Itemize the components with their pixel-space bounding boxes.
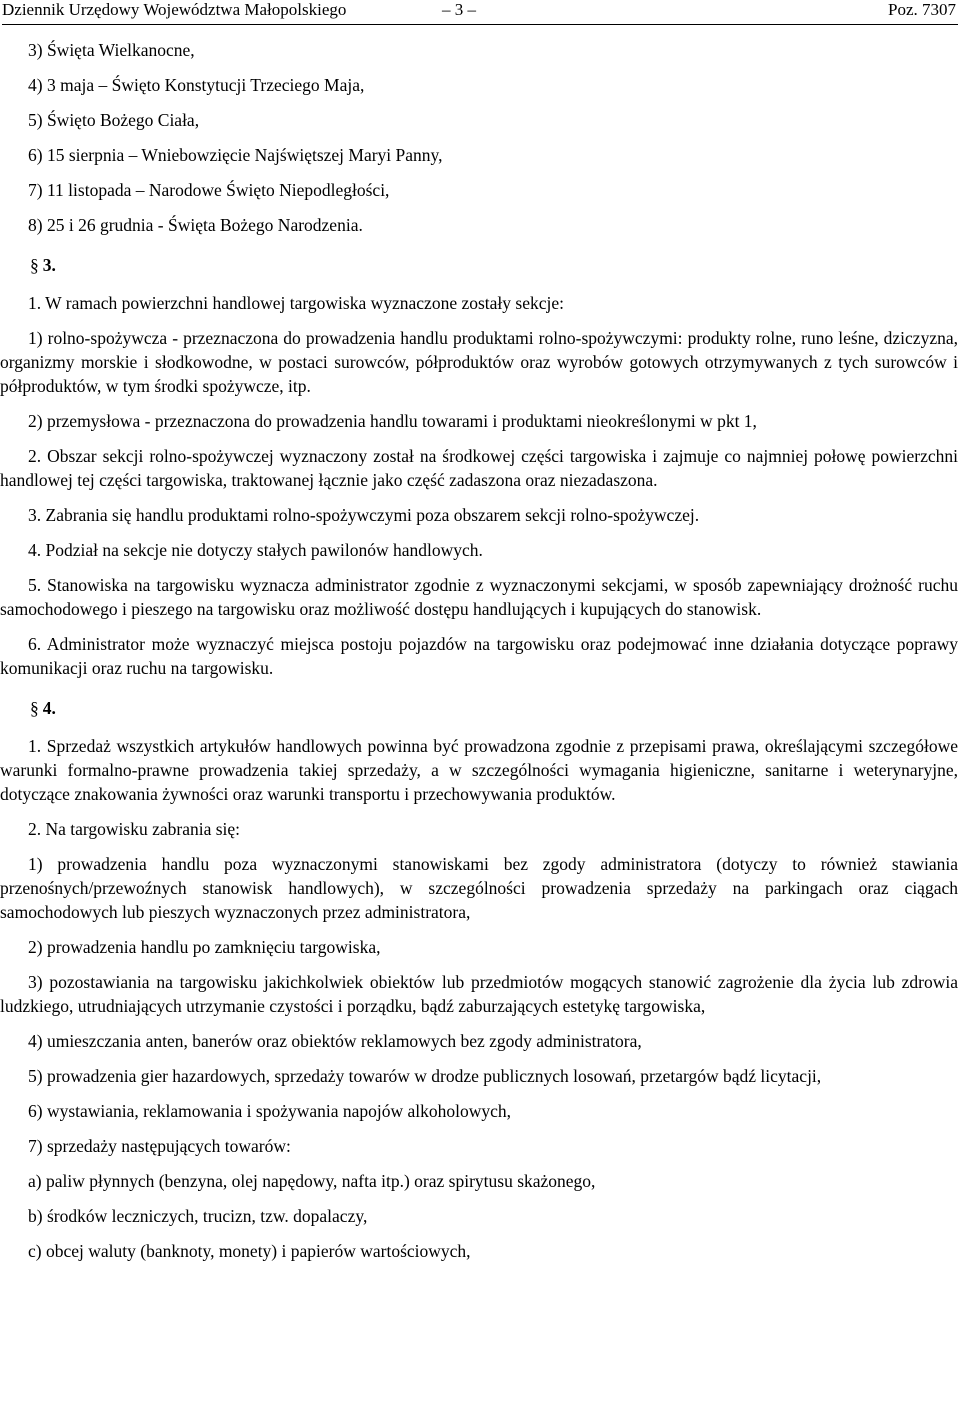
- paragraph: 2. Na targowisku zabrania się:: [28, 819, 241, 839]
- list-item: 1) prowadzenia handlu poza wyznaczonymi stanowiskami bez zgody administratora (dotyczy to również stawiania przenośnych/przewoźnych stanowisk handlowych), w szczególności prowadzenia sprzedaży na parkingach oraz ciągach samochodowych lub pieszych wyznaczonych przez administratora,: [0, 854, 958, 922]
- paragraph: 2) przemysłowa - przeznaczona do prowadzenia handlu towarami i produktami nieokreślonymi w pkt 1,: [28, 411, 757, 431]
- list-item: 4) umieszczania anten, banerów oraz obiektów reklamowych bez zgody administratora,: [28, 1031, 642, 1051]
- list-item: 2) prowadzenia handlu po zamknięciu targowiska,: [28, 937, 381, 957]
- paragraph: 6. Administrator może wyznaczyć miejsca postoju pojazdów na targowisku oraz podejmować inne działania dotyczące poprawy komunikacji oraz ruchu na targowisku.: [0, 634, 958, 678]
- list-item: 4) 3 maja – Święto Konstytucji Trzeciego Maja,: [28, 75, 365, 95]
- section-heading: [0, 696, 958, 720]
- list-item: b) środków leczniczych, trucizn, tzw. dopalaczy,: [28, 1206, 368, 1226]
- list-item: 8) 25 i 26 grudnia - Święta Bożego Narodzenia.: [28, 215, 363, 235]
- list-item: 3) Święta Wielkanocne,: [28, 40, 195, 60]
- paragraph: 1. Sprzedaż wszystkich artykułów handlowych powinna być prowadzona zgodnie z przepisami prawa, określającymi szczegółowe warunki formalno-prawne prowadzenia takiej sprzedaży, a w szczególności wymagania higieniczne, sanitarne i weterynaryjne, dotyczące znakowania żywności oraz warunki transportu i przechowywania produktów.: [0, 736, 958, 804]
- position-number: Poz. 7307: [888, 0, 956, 19]
- journal-title: Dziennik Urzędowy Województwa Małopolskiego: [2, 0, 347, 19]
- paragraph: 1) rolno-spożywcza - przeznaczona do prowadzenia handlu produktami rolno-spożywczymi: produkty rolne, runo leśne, dziczyzna, organizmy morskie i słodkowodne, w postaci surowców, półproduktów oraz wyrobów gotowych otrzymywanych z tych surowców i półproduktów, w tym środki spożywcze, itp.: [0, 328, 958, 396]
- section-heading: [0, 253, 958, 277]
- paragraph: 2. Obszar sekcji rolno-spożywczej wyznaczony został na środkowej części targowiska i zajmuje co najmniej połowę powierzchni handlowej tej części targowiska, traktowanej łącznie jako część zadaszona oraz niezadaszona.: [0, 446, 958, 490]
- paragraph: 1. W ramach powierzchni handlowej targowiska wyznaczone zostały sekcje:: [28, 293, 564, 313]
- list-item: 5) Święto Bożego Ciała,: [28, 110, 200, 130]
- list-item: 6) 15 sierpnia – Wniebowzięcie Najświętszej Maryi Panny,: [28, 145, 443, 165]
- list-item: a) paliw płynnych (benzyna, olej napędowy, nafta itp.) oraz spirytusu skażonego,: [28, 1171, 596, 1191]
- paragraph-symbol: §: [30, 698, 39, 718]
- list-item: 5) prowadzenia gier hazardowych, sprzedaży towarów w drodze publicznych losowań, przetargów bądź licytacji,: [28, 1066, 822, 1086]
- list-item: 6) wystawiania, reklamowania i spożywania napojów alkoholowych,: [28, 1101, 512, 1121]
- page-header: [2, 0, 958, 25]
- section-number: 3.: [42, 255, 56, 275]
- paragraph: 4. Podział na sekcje nie dotyczy stałych pawilonów handlowych.: [28, 540, 483, 560]
- paragraph: 3. Zabrania się handlu produktami rolno-spożywczymi poza obszarem sekcji rolno-spożywczej.: [28, 505, 700, 525]
- section-number: 4.: [42, 698, 56, 718]
- document-body: [0, 38, 958, 1263]
- paragraph-symbol: §: [30, 255, 39, 275]
- paragraph: 5. Stanowiska na targowisku wyznacza administrator zgodnie z wyznaczonymi sekcjami, w sposób zapewniający drożność ruchu samochodowego i pieszego na targowisku oraz możliwość dostępu handlujących i kupujących do stanowisk.: [0, 575, 958, 619]
- page-number: – 3 –: [442, 0, 476, 19]
- list-item: 7) 11 listopada – Narodowe Święto Niepodległości,: [28, 180, 390, 200]
- list-item: 7) sprzedaży następujących towarów:: [28, 1136, 291, 1156]
- list-item: 3) pozostawiania na targowisku jakichkolwiek obiektów lub przedmiotów mogących stanowić zagrożenie dla życia lub zdrowia ludzkiego, utrudniających utrzymanie czystości i porządku, bądź zaburzających estetykę targowiska,: [0, 972, 958, 1016]
- list-item: c) obcej waluty (banknoty, monety) i papierów wartościowych,: [28, 1241, 471, 1261]
